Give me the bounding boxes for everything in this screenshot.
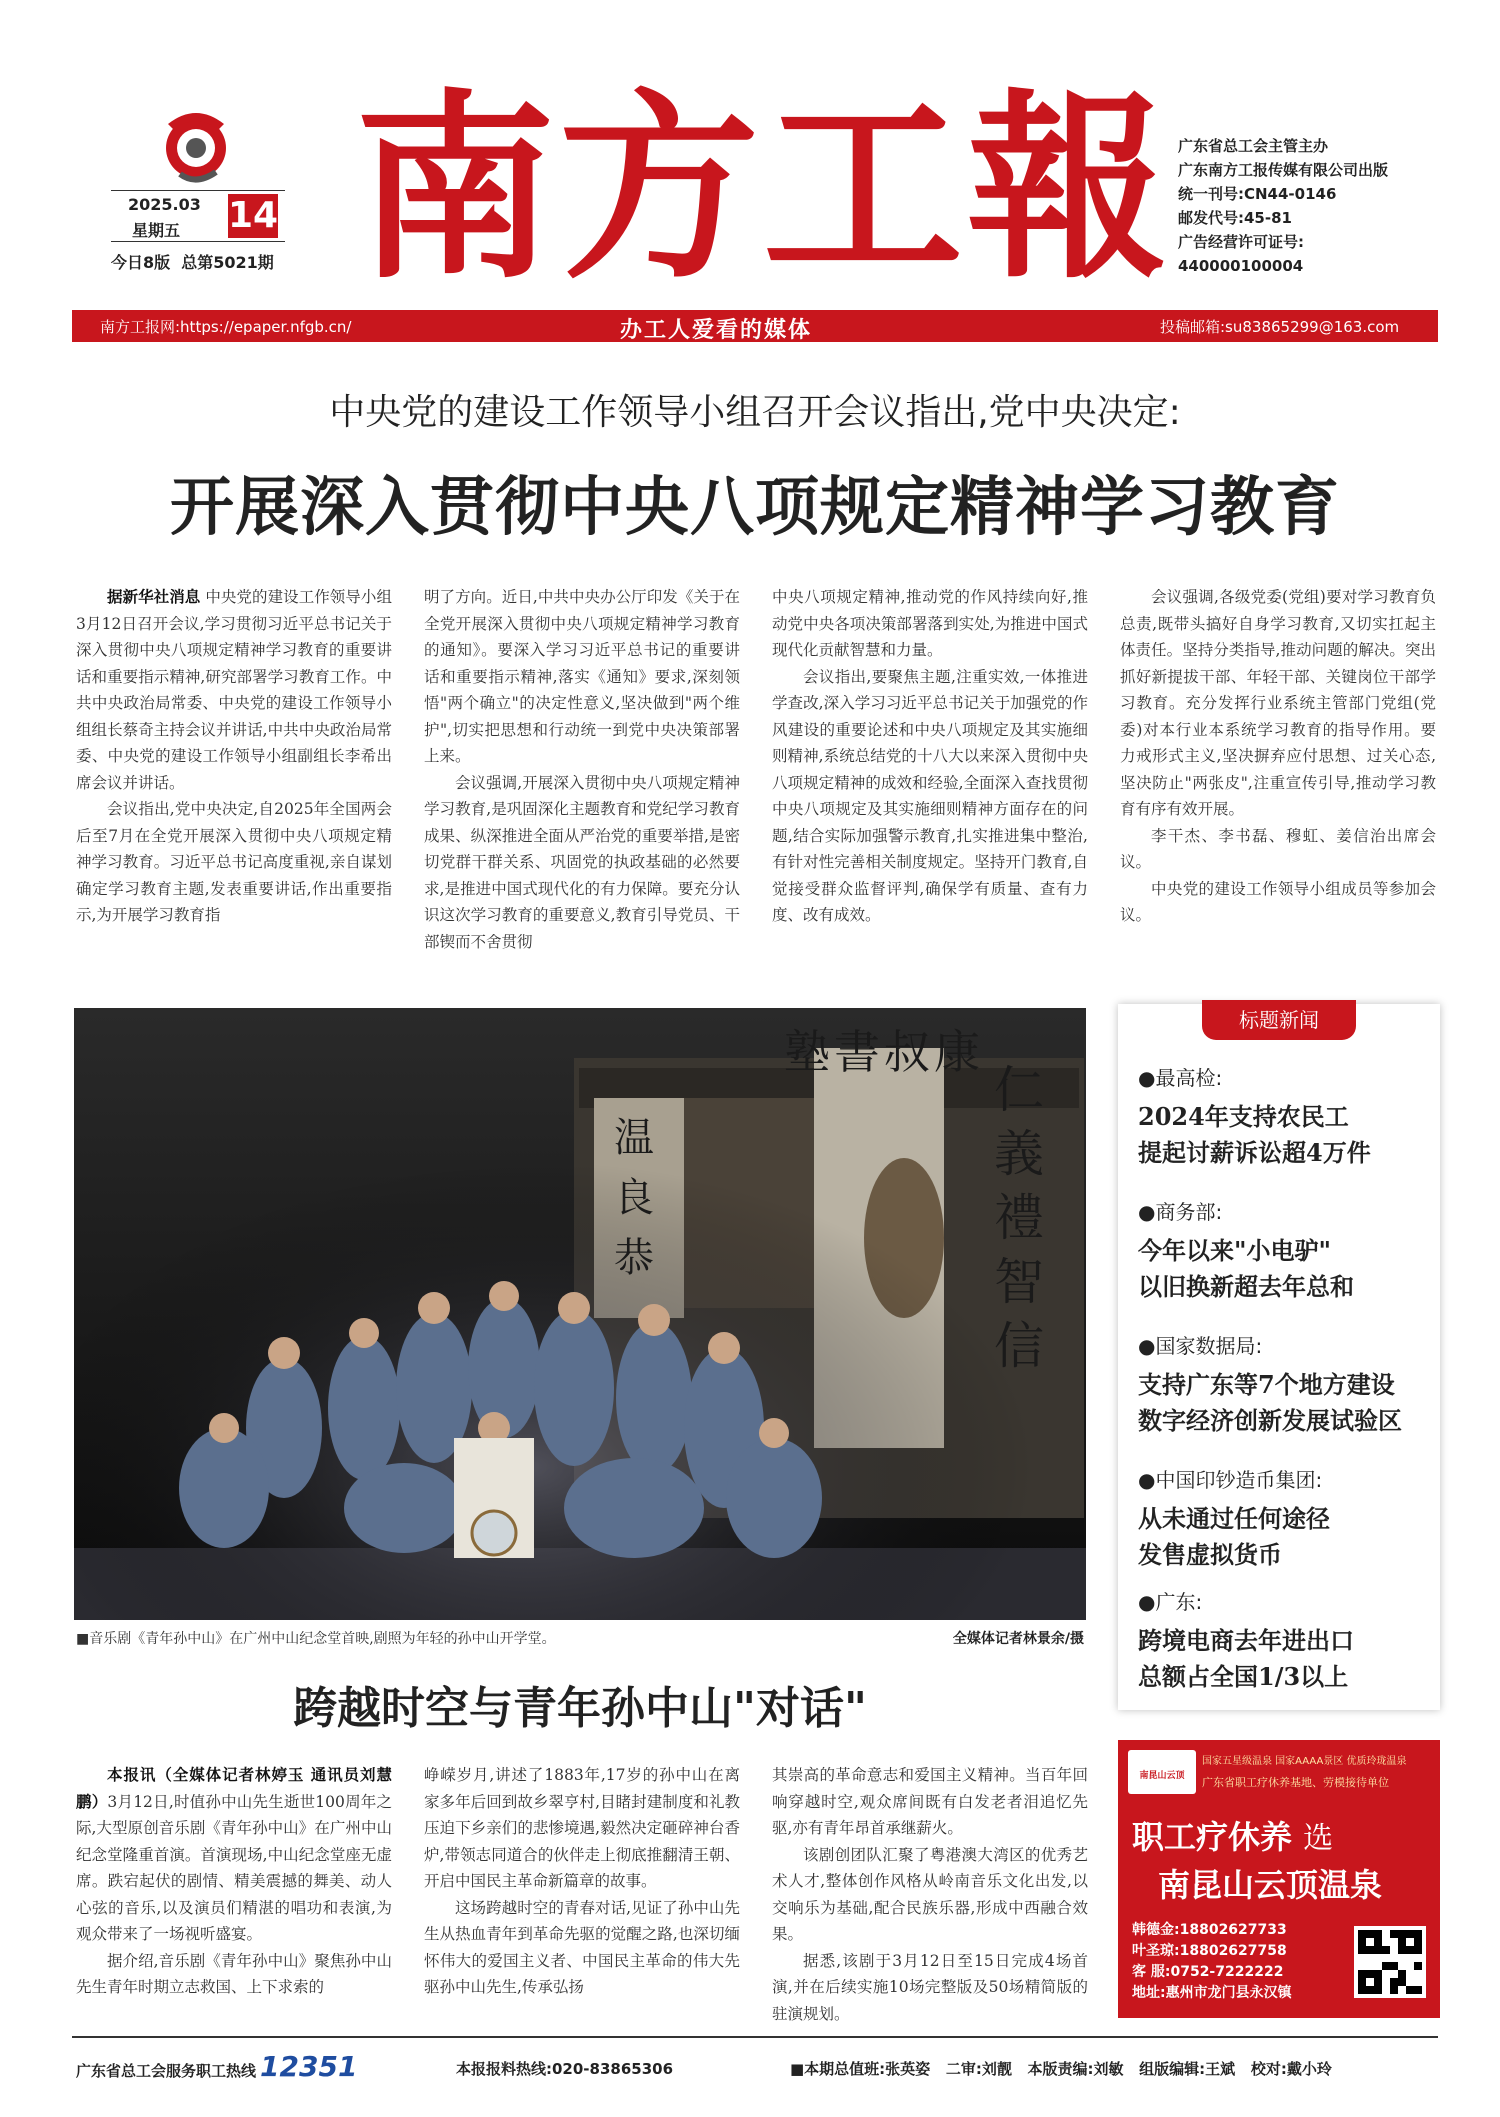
news-item[interactable]: ●国家数据局: 支持广东等7个地方建设 数字经济创新发展试验区 [1138,1334,1402,1435]
ad-badges: 国家五星级温泉 国家AAAA景区 优质玲珑温泉 [1202,1756,1407,1767]
headline-news-box [1118,1004,1440,1710]
newspaper-logo-icon [160,104,232,186]
ad-line1: 职工疗休养 选 [1132,1818,1334,1856]
footer-hotline: 广东省总工会服务职工热线 12351 [76,2050,358,2083]
stage-photo [74,1008,1086,1620]
news-item[interactable]: ●广东: 跨境电商去年进出口 总额占全国1/3以上 [1138,1590,1354,1691]
slogan: 办工人爱看的媒体 [620,318,813,343]
publisher-info: 广东省总工会主管主办 广东南方工报传媒有限公司出版 统一刊号:CN44-0146 邮发代号:45-81 广告经营许可证号: 440000100004 [1178,137,1389,275]
lead-column-4: 会议强调,各级党委(党组)要对学习教育负总责,既带头搞好自身学习教育,又切实扛起主体责任。坚持分类指导,推动问题的解决。突出抓好新提拔干部、年轻干部、关键岗位干部学习教育。充分发挥行业系统主管部门党组(党委)对本行业本系统学习教育的指导作用。要力戒形式主义,坚决摒弃应付思想、过关心态,坚决防止"两张皮",注重宣传引导,推动学习教育有序有效开展。 李干杰、李书磊、穆虹、姜信治出席会议。 中央党的建设工作领导小组成员等参加会议。 [1120,588,1436,924]
ad-logo: 南昆山云顶 [1139,1771,1185,1781]
hot-spring-ad[interactable] [1118,1740,1440,2018]
lead-column-1: 据新华社消息 中央党的建设工作领导小组3月12日召开会议,学习贯彻习近平总书记关于深入贯彻中央八项规定精神学习教育的重要讲话和重要指示精神,研究部署学习教育工作。中共中央政治局常委、中央党的建设工作领导小组组长蔡奇主持会议并讲话,中共中央政治局常委、中央党的建设工作领导小组副组长李希出席会议并讲话。 会议指出,党中央决定,自2025年全国两会后至7月在全党开展深入贯彻中央八项规定精神学习教育。习近平总书记高度重视,亲自谋划确定学习教育主题,发表重要讲话,作出重要指示,为开展学习教育指 [76,587,392,924]
footer-staff: ■本期总值班:张英姿 二审:刘靓 本版责编:刘敏 组版编辑:王斌 校对:戴小玲 [790,2060,1332,2078]
photo-caption: ■音乐剧《青年孙中山》在广州中山纪念堂首映,剧照为年轻的孙中山开学堂。 [76,1631,556,1647]
story-headline: 跨越时空与青年孙中山"对话" [293,1683,867,1734]
plaque-right: 仁義禮智信 [994,1061,1044,1375]
footer-news-hotline: 本报报料热线:020-83865306 [456,2060,674,2078]
lead-column-3: 中央八项规定精神,推动党的作风持续向好,推动党中央各项决策部署落到实处,为推进中国式现代化贡献智慧和力量。 会议指出,要聚焦主题,注重实效,一体推进学查改,深入学习习近平总书记关于加强党的作风建设的重要论述和中央八项规定及其实施细则精神,系统总结党的十八大以来深入贯彻中央八项规定精神的成效和经验,全面深入查找贯彻中央八项规定及其实施细则精神方面存在的问题,结合实际加强警示教育,扎实推进集中整治,有针对性完善相关制度规定。坚持开门教育,自觉接受群众监督评判,确保学有质量、查有力度、改有成效。 [772,588,1088,924]
issue-weekday: 星期五 [132,221,181,240]
photo-credit: 全媒体记者林景余/摄 [952,1631,1084,1647]
issue-date: 2025.03 [128,195,201,214]
issue-info: 今日8版 总第5021期 [111,253,274,272]
lead-column-2: 明了方向。近日,中共中央办公厅印发《关于在全党开展深入贯彻中央八项规定精神学习教育的通知》。要深入学习习近平总书记的重要讲话和重要指示精神,落实《通知》要求,深刻领悟"两个确立"的决定性意义,坚决做到"两个维护",切实把思想和行动统一到党中央决策部署上来。 会议强调,开展深入贯彻中央八项规定精神学习教育,是巩固深化主题教育和党纪学习教育成果、纵深推进全面从严治党的重要举措,是密切党群干群关系、巩固党的执政基础的必然要求,是推进中国式现代化的有力保障。要充分认识这次学习教育的重要意义,教育引导党员、干部锲而不舍贯彻 [424,588,740,951]
footer-rule [72,2036,1438,2038]
story-column-3: 其崇高的革命意志和爱国主义精神。当百年回响穿越时空,观众席间既有白发老者泪追忆先驱,亦有青年昂首承继薪火。 该剧创团队汇聚了粤港澳大湾区的优秀艺术人才,整体创作风格从岭南音乐文化出发,以交响乐为基础,配合民族乐器,形成中西融合效果。 据悉,该剧于3月12日至15日完成4场首演,并在后续实施10场完整版及50场精简版的驻演规划。 [772,1766,1088,2023]
ad-line2: 南昆山云顶温泉 [1158,1866,1383,1904]
newspaper-title: 南方工報 [355,71,1172,306]
issue-day: 14 [228,195,279,236]
website-link[interactable]: 南方工报网:https://epaper.nfgb.cn/ [100,318,352,336]
plaque-left: 温良恭 [614,1115,654,1281]
email-link[interactable]: 投稿邮箱:su83865299@163.com [1160,318,1400,336]
lead-kicker: 中央党的建设工作领导小组召开会议指出,党中央决定: [329,392,1181,433]
story-column-2: 峥嵘岁月,讲述了1883年,17岁的孙中山在离家多年后回到故乡翠亨村,目睹封建制度和礼教压迫下乡亲们的悲惨境遇,毅然决定砸碎神台香炉,带领志同道合的伙伴走上彻底推翻清王朝、开启中国民主革命新篇章的故事。 这场跨越时空的青春对话,见证了孙中山先生从热血青年到革命先驱的觉醒之路,也深切缅怀伟大的爱国主义者、中国民主革命的伟大先驱孙中山先生,传承弘扬 [424,1766,740,1996]
news-item[interactable]: ●最高检: 2024年支持农民工 提起讨薪诉讼超4万件 [1138,1066,1371,1167]
news-item[interactable]: ●商务部: 今年以来"小电驴" 以旧换新超去年总和 [1138,1200,1354,1301]
story-column-1: 本报讯（全媒体记者林婷玉 通讯员刘慧鹏）3月12日,时值孙中山先生逝世100周年之际,大型原创音乐剧《青年孙中山》在广州中山纪念堂隆重首演。首演现场,中山纪念堂座无虚席。跌宕起伏的剧情、精美震撼的舞美、动人心弦的音乐,以及演员们精湛的唱功和表演,为观众带来了一场视听盛宴。 据介绍,音乐剧《青年孙中山》聚焦孙中山先生青年时期立志救国、上下求索的 [76,1765,392,1996]
news-item[interactable]: ●中国印钞造币集团: 从未通过任何途径 发售虚拟货币 [1138,1468,1330,1569]
lead-headline: 开展深入贯彻中央八项规定精神学习教育 [170,471,1340,545]
ad-contacts: 韩德金:18802627733 叶圣琼:18802627758 客 服:0752-7222222 地址:惠州市龙门县永汉镇 [1132,1922,1292,2001]
qr-code-icon [1354,1926,1426,1998]
ad-base: 广东省职工疗休养基地、劳模接待单位 [1202,1776,1389,1789]
headline-news-header: 标题新闻 [1202,1000,1356,1040]
plaque-top: 塾書叔康 [784,1025,984,1079]
hotline-number: 12351 [260,2050,358,2083]
